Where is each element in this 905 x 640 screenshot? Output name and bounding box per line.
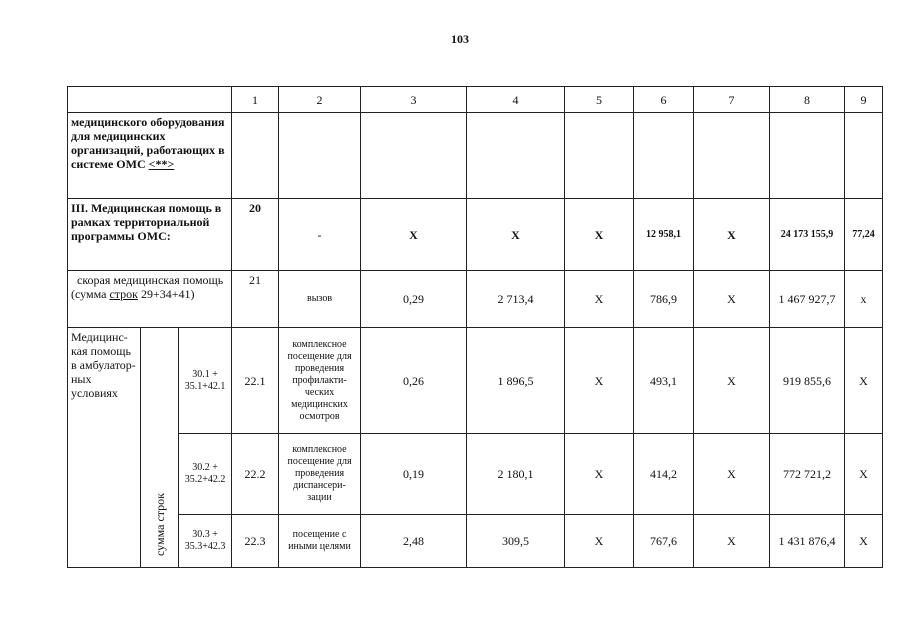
header-col-9: 9 [845,87,883,113]
header-col-5: 5 [565,87,634,113]
header-col-7: 7 [694,87,770,113]
row-label-equipment: медицинского оборудования для медицинских организаций, работающих в системе ОМС <**> [68,113,232,199]
row-label-outpatient: Медицинс-кая помощь в амбулатор-ных условиях [68,328,141,568]
header-row [68,87,883,113]
table-row: скорая медицинская помощь (сумма строк 29+34+41) 21 вызов 0,29 2 713,4 X 786,9 X 1 467 927,7 x [68,271,883,328]
table-row [68,113,883,199]
row-label-ambulance: скорая медицинская помощь (сумма строк 29+34+41) [68,271,232,328]
table-row: Медицинс-кая помощь в амбулатор-ных условиях сумма строк 30.1 + 35.1+42.1 22.1 комплексное посещение для проведения профилакти-ческих медицинских осмотров 0,26 1 896,5 X 493,1 X 919 855,6 X [68,328,883,434]
header-col-3: 3 [361,87,467,113]
row-label-section-3: III. Медицинская помощь в рамках территориальной программы ОМС: [68,199,232,271]
sum-rows-label: сумма строк [141,328,179,568]
header-empty [68,87,232,113]
header-col-2: 2 [279,87,361,113]
page-number: 103 [451,32,469,46]
header-col-6: 6 [634,87,694,113]
table-row: 30.2 + 35.2+42.2 22.2 комплексное посещение для проведения диспансери-зации 0,19 2 180,1 X 414,2 X 772 721,2 X [68,434,883,515]
rows-link[interactable]: строк [109,287,138,301]
data-table [67,86,883,568]
footnote-link[interactable]: <**> [148,157,175,171]
header-col-8: 8 [770,87,845,113]
header-col-1: 1 [232,87,279,113]
table-row: 30.3 + 35.3+42.3 22.3 посещение с иными целями 2,48 309,5 X 767,6 X 1 431 876,4 X [68,515,883,568]
header-col-4: 4 [467,87,565,113]
table-row: III. Медицинская помощь в рамках территориальной программы ОМС: 20 - X X X 12 958,1 X 24 173 155,9 77,24 [68,199,883,271]
